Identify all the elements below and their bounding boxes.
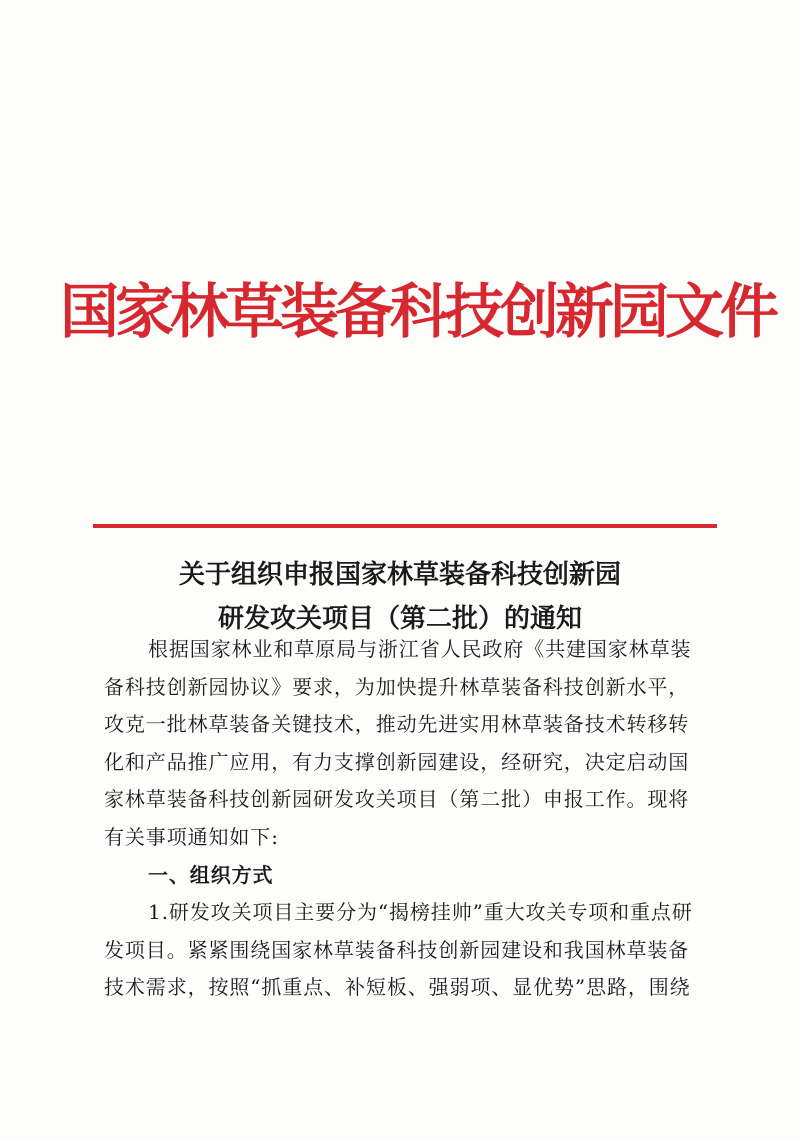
item-line: 发项目。紧紧围绕国家林草装备科技创新园建设和我国林草装备 <box>104 937 690 962</box>
section-heading: 一、组织方式 <box>148 862 274 887</box>
notice-title <box>60 553 740 641</box>
notice-title-line-2: 研发攻关项目（第二批）的通知 <box>217 604 582 634</box>
body-line: 根据国家林业和草原局与浙江省人民政府《共建国家林草装 <box>148 637 692 661</box>
item-line: 技术需求，按照“抓重点、补短板、强弱项、显优势”思路，围绕 <box>104 975 691 1000</box>
body-line: 有关事项通知如下: <box>104 824 279 849</box>
item-line: 1.研发攻关项目主要分为“揭榜挂帅”重大攻关专项和重点研 <box>148 900 693 925</box>
body-line: 化和产品推广应用，有力支撑创新园建设，经研究，决定启动国 <box>104 749 690 774</box>
body-line: 家林草装备科技创新园研发攻关项目（第二批）申报工作。现将 <box>104 787 690 812</box>
body-line: 攻克一批林草装备关键技术，推动先进实用林草装备技术转移转 <box>104 712 690 737</box>
body-line: 备科技创新园协议》要求，为加快提升林草装备科技创新水平， <box>104 674 690 699</box>
masthead-title: 国家林草装备科技创新园文件 <box>60 277 776 346</box>
red-divider-line <box>93 524 717 528</box>
notice-body <box>104 631 728 1007</box>
notice-title-line-1: 关于组织申报国家林草装备科技创新园 <box>178 560 621 590</box>
